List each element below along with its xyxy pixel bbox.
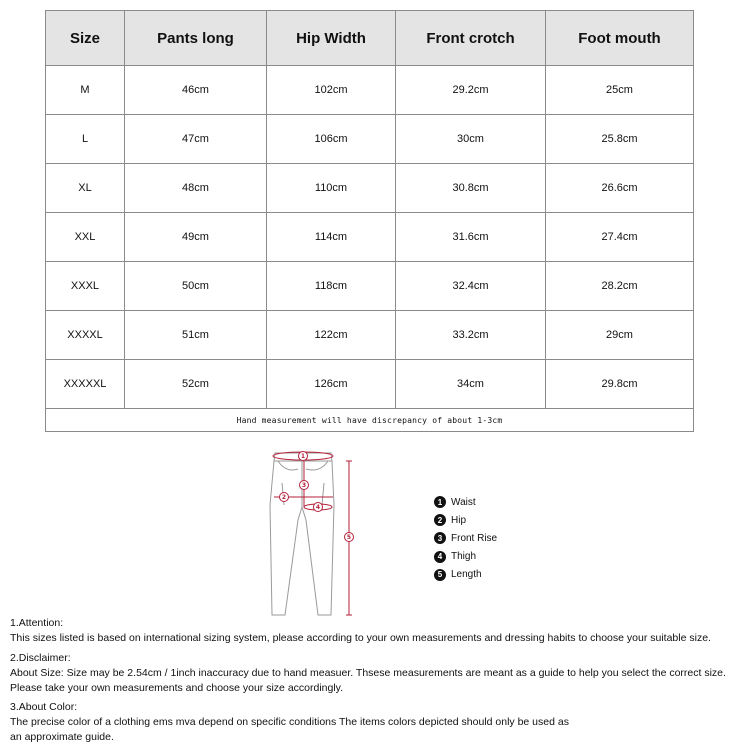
table-cell: 32.4cm: [396, 262, 546, 311]
table-cell: 29.8cm: [546, 360, 694, 409]
waist-marker-label: 1: [300, 453, 306, 461]
legend-item: [434, 548, 497, 566]
column-header: Foot mouth: [546, 11, 694, 66]
table-cell: 34cm: [396, 360, 546, 409]
waist-marker: [299, 452, 308, 461]
legend-number: 3: [434, 532, 446, 544]
thigh-marker-label: 4: [315, 504, 321, 512]
attention-note: [10, 616, 745, 646]
table-row: [46, 115, 694, 164]
table-cell: 25cm: [546, 66, 694, 115]
table-cell: 110cm: [267, 164, 396, 213]
table-cell: 114cm: [267, 213, 396, 262]
table-cell: 50cm: [125, 262, 267, 311]
table-cell: 30cm: [396, 115, 546, 164]
table-cell: XXL: [46, 213, 125, 262]
table-cell: 49cm: [125, 213, 267, 262]
table-row: [46, 164, 694, 213]
table-cell: L: [46, 115, 125, 164]
legend-item: [434, 529, 497, 547]
table-cell: XXXL: [46, 262, 125, 311]
table-cell: 122cm: [267, 311, 396, 360]
note-title: 2.Disclaimer:: [10, 651, 71, 664]
note-title: 3.About Color:: [10, 701, 78, 713]
color-note: [10, 700, 745, 745]
legend-number: 5: [434, 569, 446, 581]
table-cell: 102cm: [267, 66, 396, 115]
table-row: [46, 213, 694, 262]
legend-number: 1: [434, 496, 446, 508]
column-header: Size: [46, 11, 125, 66]
pants-outline: [270, 453, 334, 615]
length-marker: [345, 533, 354, 542]
measurement-legend: [434, 493, 497, 584]
legend-number: 4: [434, 551, 446, 563]
size-table: [45, 10, 694, 432]
column-header: Hip Width: [267, 11, 396, 66]
legend-label: Waist: [451, 496, 476, 508]
note-title: 1.Attention:: [10, 617, 64, 629]
table-cell: 118cm: [267, 262, 396, 311]
thigh-marker: [314, 503, 323, 512]
table-cell: 25.8cm: [546, 115, 694, 164]
front-rise-marker: [300, 481, 309, 490]
legend-item: [434, 511, 497, 529]
legend-label: Front Rise: [451, 532, 498, 544]
table-cell: 106cm: [267, 115, 396, 164]
table-cell: 31.6cm: [396, 213, 546, 262]
legend-label: Hip: [451, 514, 467, 526]
table-cell: 29.2cm: [396, 66, 546, 115]
note-line: The precise color of a clothing ems mva depend on specific conditions The items colors depicted should only be used as: [10, 716, 569, 728]
table-cell: 28.2cm: [546, 262, 694, 311]
table-cell: 46cm: [125, 66, 267, 115]
table-note-row: [46, 409, 694, 432]
front-rise-marker-label: 3: [301, 482, 307, 490]
length-marker-label: 5: [346, 534, 352, 542]
legend-label: Length: [451, 569, 482, 581]
table-header-row: [46, 11, 694, 66]
table-cell: 33.2cm: [396, 311, 546, 360]
disclaimer-note: [10, 651, 745, 696]
column-header: Pants long: [125, 11, 267, 66]
hip-marker-label: 2: [281, 494, 287, 502]
table-cell: XXXXXL: [46, 360, 125, 409]
legend-item: [434, 566, 497, 584]
table-cell: 47cm: [125, 115, 267, 164]
table-cell: XXXXL: [46, 311, 125, 360]
hip-marker: [280, 493, 289, 502]
notes-section: [10, 616, 745, 750]
measurement-lines: [273, 452, 352, 615]
table-cell: 30.8cm: [396, 164, 546, 213]
table-cell: 48cm: [125, 164, 267, 213]
table-cell: 52cm: [125, 360, 267, 409]
note-line: Please take your own measurements and choose your size accordingly.: [10, 681, 344, 694]
note-line: an approximate guide.: [10, 731, 114, 743]
note-line: About Size: Size may be 2.54cm / 1inch inaccuracy due to hand measuer. Thsese measurements are meant as a guide to help you select the correct size.: [10, 666, 726, 679]
legend-number: 2: [434, 514, 446, 526]
measurement-note: Hand measurement will have discrepancy of about 1-3cm: [46, 409, 694, 432]
table-cell: 27.4cm: [546, 213, 694, 262]
legend-label: Thigh: [451, 551, 477, 563]
table-cell: 51cm: [125, 311, 267, 360]
table-row: [46, 66, 694, 115]
note-line: This sizes listed is based on international sizing system, please according to your own measurements and dressing habits to choose your suitable size.: [10, 632, 711, 644]
table-cell: XL: [46, 164, 125, 213]
table-cell: 126cm: [267, 360, 396, 409]
table-row: [46, 360, 694, 409]
pants-measurement-diagram: [260, 445, 360, 625]
table-cell: M: [46, 66, 125, 115]
table-row: [46, 262, 694, 311]
table-cell: 26.6cm: [546, 164, 694, 213]
table-cell: 29cm: [546, 311, 694, 360]
table-row: [46, 311, 694, 360]
legend-item: [434, 493, 497, 511]
column-header: Front crotch: [396, 11, 546, 66]
